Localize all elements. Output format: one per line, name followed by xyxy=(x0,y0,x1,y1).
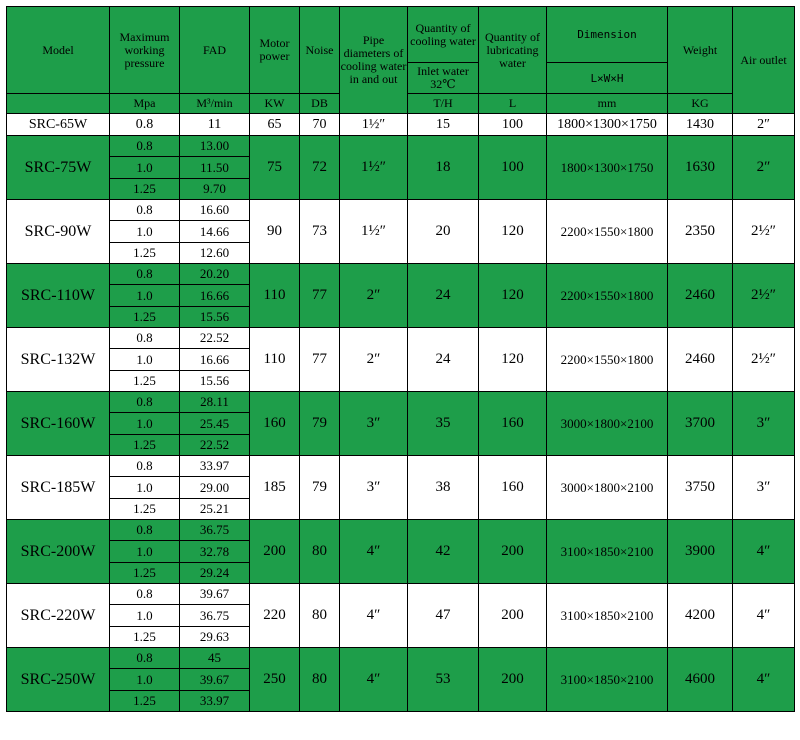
cooling-water-cell: 38 xyxy=(408,456,479,520)
air-outlet-cell: 2½″ xyxy=(733,264,795,328)
header-model: Model xyxy=(7,7,110,94)
cooling-water-cell: 53 xyxy=(408,648,479,712)
table-row xyxy=(7,136,795,157)
motor-cell: 185 xyxy=(250,456,300,520)
header-quantity-lubricating-water: Quantity of lubricating water xyxy=(479,7,547,94)
model-group xyxy=(7,392,795,456)
pressure-cell: 0.8 xyxy=(110,200,180,221)
cooling-water-cell: 24 xyxy=(408,264,479,328)
pressure-cell: 1.25 xyxy=(110,243,180,264)
lubricating-water-cell: 200 xyxy=(479,520,547,584)
fad-cell: 11.50 xyxy=(180,157,250,179)
pipe-cell: 4″ xyxy=(340,584,408,648)
fad-cell: 29.63 xyxy=(180,627,250,648)
header-quantity-cooling-water: Quantity of cooling water xyxy=(408,7,479,63)
dimension-cell: 3100×1850×2100 xyxy=(547,584,668,648)
header-motor-power: Motor power xyxy=(250,7,300,94)
lubricating-water-cell: 160 xyxy=(479,456,547,520)
pressure-cell: 0.8 xyxy=(110,264,180,285)
pipe-cell: 3″ xyxy=(340,392,408,456)
pressure-cell: 1.0 xyxy=(110,541,180,563)
air-outlet-cell: 4″ xyxy=(733,648,795,712)
table-row xyxy=(7,328,795,349)
air-outlet-cell: 3″ xyxy=(733,456,795,520)
model-cell: SRC-160W xyxy=(7,392,110,456)
pressure-cell: 0.8 xyxy=(110,392,180,413)
pressure-cell: 1.0 xyxy=(110,221,180,243)
cooling-water-cell: 15 xyxy=(408,114,479,136)
model-cell: SRC-200W xyxy=(7,520,110,584)
fad-cell: 16.66 xyxy=(180,349,250,371)
weight-cell: 3900 xyxy=(668,520,733,584)
model-group xyxy=(7,328,795,392)
dimension-cell: 2200×1550×1800 xyxy=(547,200,668,264)
weight-cell: 4200 xyxy=(668,584,733,648)
table-row xyxy=(7,456,795,477)
fad-cell: 28.11 xyxy=(180,392,250,413)
noise-cell: 80 xyxy=(300,648,340,712)
air-outlet-cell: 4″ xyxy=(733,584,795,648)
model-group xyxy=(7,456,795,520)
unit-motor: KW xyxy=(250,94,300,114)
cooling-water-cell: 18 xyxy=(408,136,479,200)
model-group xyxy=(7,648,795,712)
fad-cell: 25.21 xyxy=(180,499,250,520)
lubricating-water-cell: 120 xyxy=(479,328,547,392)
pressure-cell: 1.25 xyxy=(110,499,180,520)
fad-cell: 33.97 xyxy=(180,456,250,477)
noise-cell: 72 xyxy=(300,136,340,200)
units-model-blank xyxy=(7,94,110,114)
model-group xyxy=(7,584,795,648)
fad-cell: 12.60 xyxy=(180,243,250,264)
cooling-water-cell: 47 xyxy=(408,584,479,648)
pipe-cell: 2″ xyxy=(340,328,408,392)
dimension-cell: 1800×1300×1750 xyxy=(547,114,668,136)
pipe-cell: 2″ xyxy=(340,264,408,328)
pressure-cell: 1.25 xyxy=(110,307,180,328)
lubricating-water-cell: 120 xyxy=(479,200,547,264)
lubricating-water-cell: 100 xyxy=(479,114,547,136)
pipe-cell: 3″ xyxy=(340,456,408,520)
noise-cell: 79 xyxy=(300,456,340,520)
unit-fad: M³/min xyxy=(180,94,250,114)
motor-cell: 220 xyxy=(250,584,300,648)
model-cell: SRC-75W xyxy=(7,136,110,200)
pipe-cell: 4″ xyxy=(340,520,408,584)
dimension-cell: 3000×1800×2100 xyxy=(547,456,668,520)
weight-cell: 2350 xyxy=(668,200,733,264)
fad-cell: 11 xyxy=(180,114,250,136)
fad-cell: 29.24 xyxy=(180,563,250,584)
weight-cell: 1430 xyxy=(668,114,733,136)
air-outlet-cell: 2½″ xyxy=(733,328,795,392)
pipe-cell: 1½″ xyxy=(340,114,408,136)
dimension-cell: 2200×1550×1800 xyxy=(547,264,668,328)
cooling-water-cell: 35 xyxy=(408,392,479,456)
pipe-cell: 1½″ xyxy=(340,200,408,264)
model-cell: SRC-90W xyxy=(7,200,110,264)
model-cell: SRC-185W xyxy=(7,456,110,520)
fad-cell: 20.20 xyxy=(180,264,250,285)
model-cell: SRC-220W xyxy=(7,584,110,648)
fad-cell: 39.67 xyxy=(180,584,250,605)
noise-cell: 80 xyxy=(300,520,340,584)
pressure-cell: 1.0 xyxy=(110,605,180,627)
fad-cell: 14.66 xyxy=(180,221,250,243)
pressure-cell: 0.8 xyxy=(110,648,180,669)
weight-cell: 1630 xyxy=(668,136,733,200)
fad-cell: 9.70 xyxy=(180,179,250,200)
motor-cell: 90 xyxy=(250,200,300,264)
motor-cell: 250 xyxy=(250,648,300,712)
unit-noise: DB xyxy=(300,94,340,114)
cooling-water-cell: 24 xyxy=(408,328,479,392)
pressure-cell: 1.0 xyxy=(110,477,180,499)
motor-cell: 75 xyxy=(250,136,300,200)
fad-cell: 32.78 xyxy=(180,541,250,563)
model-group xyxy=(7,520,795,584)
model-group xyxy=(7,264,795,328)
weight-cell: 3700 xyxy=(668,392,733,456)
dimension-cell: 3000×1800×2100 xyxy=(547,392,668,456)
dimension-cell: 3100×1850×2100 xyxy=(547,648,668,712)
unit-quantity-lubricating: L xyxy=(479,94,547,114)
cooling-water-cell: 20 xyxy=(408,200,479,264)
pressure-cell: 1.25 xyxy=(110,691,180,712)
noise-cell: 70 xyxy=(300,114,340,136)
noise-cell: 77 xyxy=(300,264,340,328)
table-row xyxy=(7,200,795,221)
noise-cell: 79 xyxy=(300,392,340,456)
pressure-cell: 1.25 xyxy=(110,179,180,200)
motor-cell: 110 xyxy=(250,264,300,328)
unit-pressure: Mpa xyxy=(110,94,180,114)
motor-cell: 110 xyxy=(250,328,300,392)
fad-cell: 22.52 xyxy=(180,328,250,349)
dimension-cell: 3100×1850×2100 xyxy=(547,520,668,584)
weight-cell: 2460 xyxy=(668,264,733,328)
fad-cell: 33.97 xyxy=(180,691,250,712)
pipe-cell: 4″ xyxy=(340,648,408,712)
weight-cell: 4600 xyxy=(668,648,733,712)
noise-cell: 77 xyxy=(300,328,340,392)
unit-weight: KG xyxy=(668,94,733,114)
unit-dimension: mm xyxy=(547,94,668,114)
motor-cell: 200 xyxy=(250,520,300,584)
air-outlet-cell: 2″ xyxy=(733,114,795,136)
fad-cell: 15.56 xyxy=(180,371,250,392)
motor-cell: 65 xyxy=(250,114,300,136)
header-air-outlet: Air outlet xyxy=(733,7,795,114)
fad-cell: 39.67 xyxy=(180,669,250,691)
pressure-cell: 0.8 xyxy=(110,136,180,157)
header-dimension: Dimension xyxy=(547,7,668,63)
table-row xyxy=(7,392,795,413)
model-cell: SRC-110W xyxy=(7,264,110,328)
air-outlet-cell: 3″ xyxy=(733,392,795,456)
fad-cell: 13.00 xyxy=(180,136,250,157)
pressure-cell: 1.0 xyxy=(110,157,180,179)
air-outlet-cell: 4″ xyxy=(733,520,795,584)
noise-cell: 73 xyxy=(300,200,340,264)
pressure-cell: 0.8 xyxy=(110,328,180,349)
spec-table xyxy=(6,6,795,712)
lubricating-water-cell: 120 xyxy=(479,264,547,328)
pressure-cell: 0.8 xyxy=(110,114,180,136)
noise-cell: 80 xyxy=(300,584,340,648)
weight-cell: 3750 xyxy=(668,456,733,520)
fad-cell: 16.66 xyxy=(180,285,250,307)
air-outlet-cell: 2½″ xyxy=(733,200,795,264)
header-lwh: L×W×H xyxy=(547,63,668,94)
fad-cell: 16.60 xyxy=(180,200,250,221)
lubricating-water-cell: 200 xyxy=(479,648,547,712)
pressure-cell: 1.25 xyxy=(110,563,180,584)
fad-cell: 22.52 xyxy=(180,435,250,456)
fad-cell: 45 xyxy=(180,648,250,669)
pressure-cell: 1.25 xyxy=(110,435,180,456)
fad-cell: 36.75 xyxy=(180,520,250,541)
pressure-cell: 1.0 xyxy=(110,413,180,435)
model-cell: SRC-132W xyxy=(7,328,110,392)
fad-cell: 36.75 xyxy=(180,605,250,627)
fad-cell: 15.56 xyxy=(180,307,250,328)
spec-table-container xyxy=(6,6,795,712)
lubricating-water-cell: 200 xyxy=(479,584,547,648)
pressure-cell: 0.8 xyxy=(110,456,180,477)
model-cell: SRC-250W xyxy=(7,648,110,712)
header-pipe-diameters: Pipe diameters of cooling water in and out xyxy=(340,7,408,114)
table-row xyxy=(7,520,795,541)
dimension-cell: 1800×1300×1750 xyxy=(547,136,668,200)
fad-cell: 25.45 xyxy=(180,413,250,435)
pressure-cell: 1.25 xyxy=(110,371,180,392)
header-weight: Weight xyxy=(668,7,733,94)
fad-cell: 29.00 xyxy=(180,477,250,499)
header-noise: Noise xyxy=(300,7,340,94)
model-group xyxy=(7,136,795,200)
air-outlet-cell: 2″ xyxy=(733,136,795,200)
lubricating-water-cell: 160 xyxy=(479,392,547,456)
table-row xyxy=(7,648,795,669)
pipe-cell: 1½″ xyxy=(340,136,408,200)
motor-cell: 160 xyxy=(250,392,300,456)
lubricating-water-cell: 100 xyxy=(479,136,547,200)
cooling-water-cell: 42 xyxy=(408,520,479,584)
header-pressure: Maximum working pressure xyxy=(110,7,180,94)
pressure-cell: 1.0 xyxy=(110,669,180,691)
table-row xyxy=(7,114,795,136)
header-fad: FAD xyxy=(180,7,250,94)
model-cell: SRC-65W xyxy=(7,114,110,136)
pressure-cell: 1.0 xyxy=(110,285,180,307)
table-row xyxy=(7,584,795,605)
dimension-cell: 2200×1550×1800 xyxy=(547,328,668,392)
unit-quantity-cooling: T/H xyxy=(408,94,479,114)
pressure-cell: 1.25 xyxy=(110,627,180,648)
model-group xyxy=(7,200,795,264)
pressure-cell: 0.8 xyxy=(110,520,180,541)
weight-cell: 2460 xyxy=(668,328,733,392)
header-row xyxy=(7,7,795,63)
pressure-cell: 1.0 xyxy=(110,349,180,371)
header-inlet-water: Inlet water 32℃ xyxy=(408,63,479,94)
pressure-cell: 0.8 xyxy=(110,584,180,605)
table-row xyxy=(7,264,795,285)
